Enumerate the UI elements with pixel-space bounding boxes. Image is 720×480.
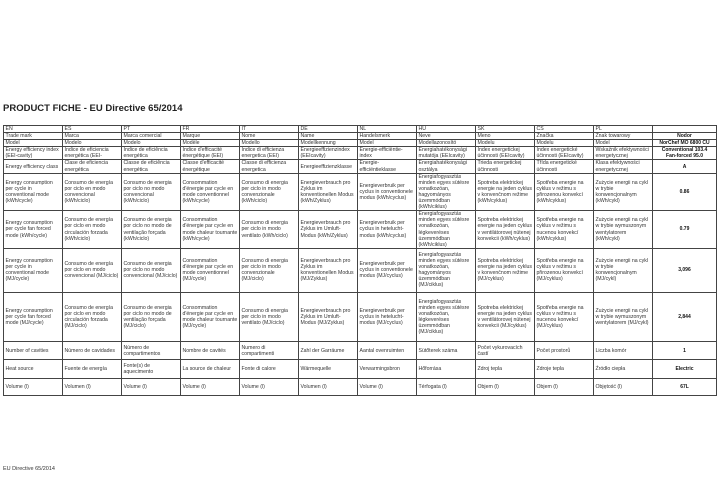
label-cell-pl: Zużycie energii na cykl w trybie wymuszonym wentylatorem (kWh/cykl) bbox=[594, 211, 653, 249]
footer-note: EU Directive 65/2014 bbox=[3, 466, 55, 472]
label-cell-hu: Térfogata (l) bbox=[417, 378, 476, 396]
label-cell-nl: Aantal ovenruimten bbox=[358, 342, 417, 360]
label-cell-pl: Znak towarowy bbox=[594, 133, 653, 140]
value-cell bbox=[653, 292, 717, 342]
label-cell-de: Energieeffizienzindex (EEIcavity) bbox=[299, 147, 358, 160]
language-header-cs: CS bbox=[535, 126, 594, 133]
value-text: 2,844 bbox=[678, 314, 691, 321]
value-cell bbox=[653, 378, 717, 396]
label-cell-nl: Model bbox=[358, 140, 417, 147]
label-cell-cs: Modelu bbox=[535, 140, 594, 147]
table-row-energy-efficiency-index bbox=[4, 147, 717, 160]
value-cell bbox=[653, 133, 717, 140]
language-header-row bbox=[4, 126, 717, 133]
label-cell-cs: Zdroje tepla bbox=[535, 360, 594, 379]
label-cell-en: Heat source bbox=[4, 360, 63, 379]
label-cell-it: Modello bbox=[240, 140, 299, 147]
label-cell-nl: Handelsmerk bbox=[358, 133, 417, 140]
label-cell-en: Model bbox=[4, 140, 63, 147]
label-cell-de: Energieverbrauch pro Zyklus im Umluft-Modus (MJ/Zyklus) bbox=[299, 292, 358, 342]
label-cell-cs: Třída energetické účinnosti bbox=[535, 160, 594, 173]
label-cell-pl: Zużycie energii na cykl w trybie konwencjonalnym (MJ/cykl) bbox=[594, 248, 653, 292]
label-cell-it: Numero di compartimenti bbox=[240, 342, 299, 360]
value-text: A bbox=[682, 163, 687, 170]
value-text: 0.79 bbox=[679, 226, 690, 233]
label-cell-pt: Modelo bbox=[122, 140, 181, 147]
label-cell-it: Consumo di energia per ciclo in modo ventilato (kWh/ciclo) bbox=[240, 211, 299, 249]
label-cell-pl: Wskaźnik efektywności energetycznej bbox=[594, 147, 653, 160]
label-cell-pt: Volume (l) bbox=[122, 378, 181, 396]
label-cell-de: Volumen (l) bbox=[299, 378, 358, 396]
label-cell-it: Consumo di energia per ciclo in modo ventilato (MJ/ciclo) bbox=[240, 292, 299, 342]
label-cell-it: Classe di efficienza energetica bbox=[240, 160, 299, 173]
label-cell-pl: Model bbox=[594, 140, 653, 147]
label-cell-de: Name bbox=[299, 133, 358, 140]
label-cell-pl: Objętość (l) bbox=[594, 378, 653, 396]
language-header-it: IT bbox=[240, 126, 299, 133]
value-cell bbox=[653, 248, 717, 292]
language-header-hu: HU bbox=[417, 126, 476, 133]
label-cell-it: Indice di efficienza energetica (EEI) bbox=[240, 147, 299, 160]
product-fiche-table bbox=[3, 125, 717, 396]
label-cell-fr: Nombre de cavités bbox=[181, 342, 240, 360]
label-cell-nl: Energieverbruik per cyclus in conventionele modus (MJ/cyclus) bbox=[358, 248, 417, 292]
label-cell-sk: Počet vykurovacích častí bbox=[476, 342, 535, 360]
label-cell-pt: Classe de eficiência energética bbox=[122, 160, 181, 173]
label-cell-hu: Energiafogyasztás minden egyes sütésre vonatkozóan, hagyományos üzemmódban (kWh/ciklus) bbox=[417, 173, 476, 211]
label-cell-sk: Index energetickej účinnosti (EEIcavity) bbox=[476, 147, 535, 160]
label-cell-cs: Počet prostorů bbox=[535, 342, 594, 360]
label-cell-pl: Liczba komór bbox=[594, 342, 653, 360]
language-header-es: ES bbox=[63, 126, 122, 133]
label-cell-pt: Número de compartimentos bbox=[122, 342, 181, 360]
table-row-consumption-fan-kwh bbox=[4, 211, 717, 249]
value-text: 1 bbox=[683, 347, 686, 354]
label-cell-fr: Volume (l) bbox=[181, 378, 240, 396]
label-cell-es: Consumo de energía por ciclo en modo circulación forzada (MJ/ciclo) bbox=[63, 292, 122, 342]
label-cell-pt: Índice de eficiência energética bbox=[122, 147, 181, 160]
label-cell-sk: Zdroj tepla bbox=[476, 360, 535, 379]
label-cell-de: Energieverbrauch pro Zyklus im konventionellen Modus (kWh/Zyklus) bbox=[299, 173, 358, 211]
label-cell-cs: Spotřeba energie na cyklus v režimu s přirozenou konvekcí (kWh/cyklus) bbox=[535, 173, 594, 211]
label-cell-nl: Energie-efficiëntie-index bbox=[358, 147, 417, 160]
label-cell-pl: Źródło ciepła bbox=[594, 360, 653, 379]
table-row-model bbox=[4, 140, 717, 147]
label-cell-en: Energy consumption per cycle in conventional mode (kWh/cycle) bbox=[4, 173, 63, 211]
label-cell-hu: Sütőterek száma bbox=[417, 342, 476, 360]
label-cell-de: Zahl der Garräume bbox=[299, 342, 358, 360]
label-cell-pt: Consumo de energia por ciclo no modo de ventilação forçada (MJ/ciclo) bbox=[122, 292, 181, 342]
label-cell-sk: Spotreba elektrickej energie na jeden cyklus v ventilátorovej nútenej konvekcii (MJ/cyklus) bbox=[476, 292, 535, 342]
value-text: 3,096 bbox=[678, 267, 691, 274]
label-cell-hu: Energiafogyasztás minden egyes sütésre vonatkozóan, hagyományos üzemmódban (MJ/ciklus) bbox=[417, 248, 476, 292]
label-cell-it: Consumo di energia per ciclo in modo convenzionale (MJ/ciclo) bbox=[240, 248, 299, 292]
label-cell-cs: Index energetické účinnosti (EEIcavity) bbox=[535, 147, 594, 160]
table-row-consumption-fan-mj bbox=[4, 292, 717, 342]
label-cell-fr: Consommation d'énergie par cycle en mode chaleur tournante (kWh/cycle) bbox=[181, 211, 240, 249]
label-cell-pt: Marca comercial bbox=[122, 133, 181, 140]
label-cell-cs: Značka bbox=[535, 133, 594, 140]
label-cell-cs: Spotřeba energie na cyklus v režimu s nucenou konvekcí (MJ/cyklus) bbox=[535, 292, 594, 342]
value-header-cell bbox=[653, 126, 717, 133]
label-cell-it: Volume (l) bbox=[240, 378, 299, 396]
language-header-pt: PT bbox=[122, 126, 181, 133]
value-text: Conventional 103.4 bbox=[661, 147, 708, 154]
label-cell-en: Energy efficiency index (EEI-cavity) bbox=[4, 147, 63, 160]
language-header-en: EN bbox=[4, 126, 63, 133]
label-cell-nl: Energieverbruik per cyclus in hetelucht-modus (kWh/cyclus) bbox=[358, 211, 417, 249]
label-cell-sk: Objem (l) bbox=[476, 378, 535, 396]
label-cell-es: Consumo de energía por ciclo en modo convencional (MJ/ciclo) bbox=[63, 248, 122, 292]
label-cell-hu: Modellazonosító bbox=[417, 140, 476, 147]
value-text: NorChef MO 6800 CU bbox=[659, 140, 710, 147]
table-row-consumption-conventional-mj bbox=[4, 248, 717, 292]
value-cell bbox=[653, 342, 717, 360]
value-cell bbox=[653, 147, 717, 160]
label-cell-sk: Meno bbox=[476, 133, 535, 140]
label-cell-es: Índice de eficiencia energética (EEI- bbox=[63, 147, 122, 160]
label-cell-es: Fuente de energía bbox=[63, 360, 122, 379]
label-cell-en: Energy consumption per cycle fan forced mode (kWh/cycle) bbox=[4, 211, 63, 249]
label-cell-en: Number of cavities bbox=[4, 342, 63, 360]
value-cell bbox=[653, 140, 717, 147]
label-cell-cs: Spotřeba energie na cyklus v režimu s přirozenou konvekcí (MJ/cyklus) bbox=[535, 248, 594, 292]
label-cell-hu: Neve bbox=[417, 133, 476, 140]
label-cell-es: Marca bbox=[63, 133, 122, 140]
label-cell-hu: Energiafogyasztás minden egyes sütésre vonatkozóan, légkeveréses üzemmódban (MJ/ciklus) bbox=[417, 292, 476, 342]
label-cell-cs: Objem (l) bbox=[535, 378, 594, 396]
label-cell-fr: Classe d'efficacité énergétique bbox=[181, 160, 240, 173]
label-cell-de: Energieverbrauch pro Zyklus im Umluft-Modus (kWh/Zyklus) bbox=[299, 211, 358, 249]
label-cell-en: Energy consumption per cycle fan forced mode (MJ/cycle) bbox=[4, 292, 63, 342]
value-text: 67L bbox=[680, 383, 689, 390]
label-cell-fr: Consommation d'énergie par cycle en mode conventionnel (kWh/cycle) bbox=[181, 173, 240, 211]
table-row-trade-mark bbox=[4, 133, 717, 140]
table-row-consumption-conventional-kwh bbox=[4, 173, 717, 211]
label-cell-en: Trade mark bbox=[4, 133, 63, 140]
label-cell-fr: Marque bbox=[181, 133, 240, 140]
value-cell bbox=[653, 173, 717, 211]
value-cell bbox=[653, 160, 717, 173]
label-cell-pt: Fonte(s) de aquecimento bbox=[122, 360, 181, 379]
label-cell-nl: Volume (l) bbox=[358, 378, 417, 396]
value-cell bbox=[653, 211, 717, 249]
label-cell-sk: Modelu bbox=[476, 140, 535, 147]
label-cell-fr: La source de chaleur bbox=[181, 360, 240, 379]
label-cell-nl: Verwarmingsbron bbox=[358, 360, 417, 379]
label-cell-en: Energy consumption per cycle in conventional mode (MJ/cycle) bbox=[4, 248, 63, 292]
label-cell-es: Consumo de energía por ciclo en modo convencional (kWh/ciclo) bbox=[63, 173, 122, 211]
label-cell-sk: Spotreba elektrickej energie na jeden cyklus v ventilátorovej nútenej konvekcii (kWh/cyklus) bbox=[476, 211, 535, 249]
label-cell-hu: Energiahatékonysági mutatója (EEIcavity) bbox=[417, 147, 476, 160]
label-cell-hu: Hőforrása bbox=[417, 360, 476, 379]
label-cell-de: Wärmequelle bbox=[299, 360, 358, 379]
label-cell-cs: Spotřeba energie na cyklus v režimu s nucenou konvekcí (kWh/cyklus) bbox=[535, 211, 594, 249]
label-cell-fr: Consommation d'énergie par cycle en mode conventionnel (MJ/cycle) bbox=[181, 248, 240, 292]
label-cell-pl: Zużycie energii na cykl w trybie wymuszonym wentylatorem (MJ/cykl) bbox=[594, 292, 653, 342]
value-text: Fan-forced 95.0 bbox=[666, 153, 703, 160]
label-cell-nl: Energie-efficiëntieklasse bbox=[358, 160, 417, 173]
value-text: Electric bbox=[675, 365, 694, 372]
label-cell-es: Volumen (l) bbox=[63, 378, 122, 396]
page-title: PRODUCT FICHE - EU Directive 65/2014 bbox=[3, 103, 183, 114]
language-header-sk: SK bbox=[476, 126, 535, 133]
label-cell-fr: Indice d'efficacité énergétique (EEI) bbox=[181, 147, 240, 160]
value-text: Nodor bbox=[677, 133, 692, 140]
label-cell-it: Consumo di energia per ciclo in modo convenzionale (kWh/ciclo) bbox=[240, 173, 299, 211]
label-cell-hu: Energiahatékonysági osztálya bbox=[417, 160, 476, 173]
label-cell-de: Modellkennung bbox=[299, 140, 358, 147]
label-cell-pl: Zużycie energii na cykl w trybie konwencjonalnym (kWh/cykl) bbox=[594, 173, 653, 211]
label-cell-sk: Spotreba elektrickej energie na jeden cyklus v konvenčnom režime (MJ/cyklus) bbox=[476, 248, 535, 292]
label-cell-de: Energieeffizienzklasse bbox=[299, 160, 358, 173]
label-cell-nl: Energieverbruik per cyclus in conventionele modus (kWh/cyclus) bbox=[358, 173, 417, 211]
label-cell-pt: Consumo de energia por ciclo no modo convencional (MJ/ciclo) bbox=[122, 248, 181, 292]
label-cell-nl: Energieverbruik per cyclus in hetelucht-modus (MJ/cyclus) bbox=[358, 292, 417, 342]
label-cell-pt: Consumo de energia por ciclo no modo de ventilação forçada (kWh/ciclo) bbox=[122, 211, 181, 249]
language-header-nl: NL bbox=[358, 126, 417, 133]
language-header-fr: FR bbox=[181, 126, 240, 133]
value-cell bbox=[653, 360, 717, 379]
label-cell-es: Clase de eficiencia energética bbox=[63, 160, 122, 173]
label-cell-en: Energy efficiency class bbox=[4, 160, 63, 173]
label-cell-pt: Consumo de energia por ciclo no modo convencional (kWh/ciclo) bbox=[122, 173, 181, 211]
label-cell-it: Nome bbox=[240, 133, 299, 140]
label-cell-hu: Energiafogyasztás minden egyes sütésre vonatkozóan, légkeveréses üzemmódban (kWh/ciklus) bbox=[417, 211, 476, 249]
label-cell-de: Energieverbrauch pro Zyklus im konventionellen Modus (MJ/Zyklus) bbox=[299, 248, 358, 292]
label-cell-sk: Spotreba elektrickej energie na jeden cyklus v konvenčnom režime (kWh/cyklus) bbox=[476, 173, 535, 211]
language-header-de: DE bbox=[299, 126, 358, 133]
label-cell-fr: Consommation d'énergie par cycle en mode chaleur tournante (MJ/cycle) bbox=[181, 292, 240, 342]
table-row-energy-efficiency-class bbox=[4, 160, 717, 173]
label-cell-sk: Trieda energetickej účinnosti bbox=[476, 160, 535, 173]
label-cell-it: Fonte di calore bbox=[240, 360, 299, 379]
label-cell-en: Volume (l) bbox=[4, 378, 63, 396]
language-header-pl: PL bbox=[594, 126, 653, 133]
label-cell-pl: Klasa efektywności energetycznej bbox=[594, 160, 653, 173]
label-cell-es: Modelo bbox=[63, 140, 122, 147]
value-text: 0.86 bbox=[679, 188, 690, 195]
label-cell-es: Consumo de energía por ciclo en modo circulación forzada (kWh/ciclo) bbox=[63, 211, 122, 249]
label-cell-es: Número de cavidades bbox=[63, 342, 122, 360]
table-row-number-of-cavities bbox=[4, 342, 717, 360]
table-row-volume bbox=[4, 378, 717, 396]
table-row-heat-source bbox=[4, 360, 717, 379]
label-cell-fr: Modèle bbox=[181, 140, 240, 147]
